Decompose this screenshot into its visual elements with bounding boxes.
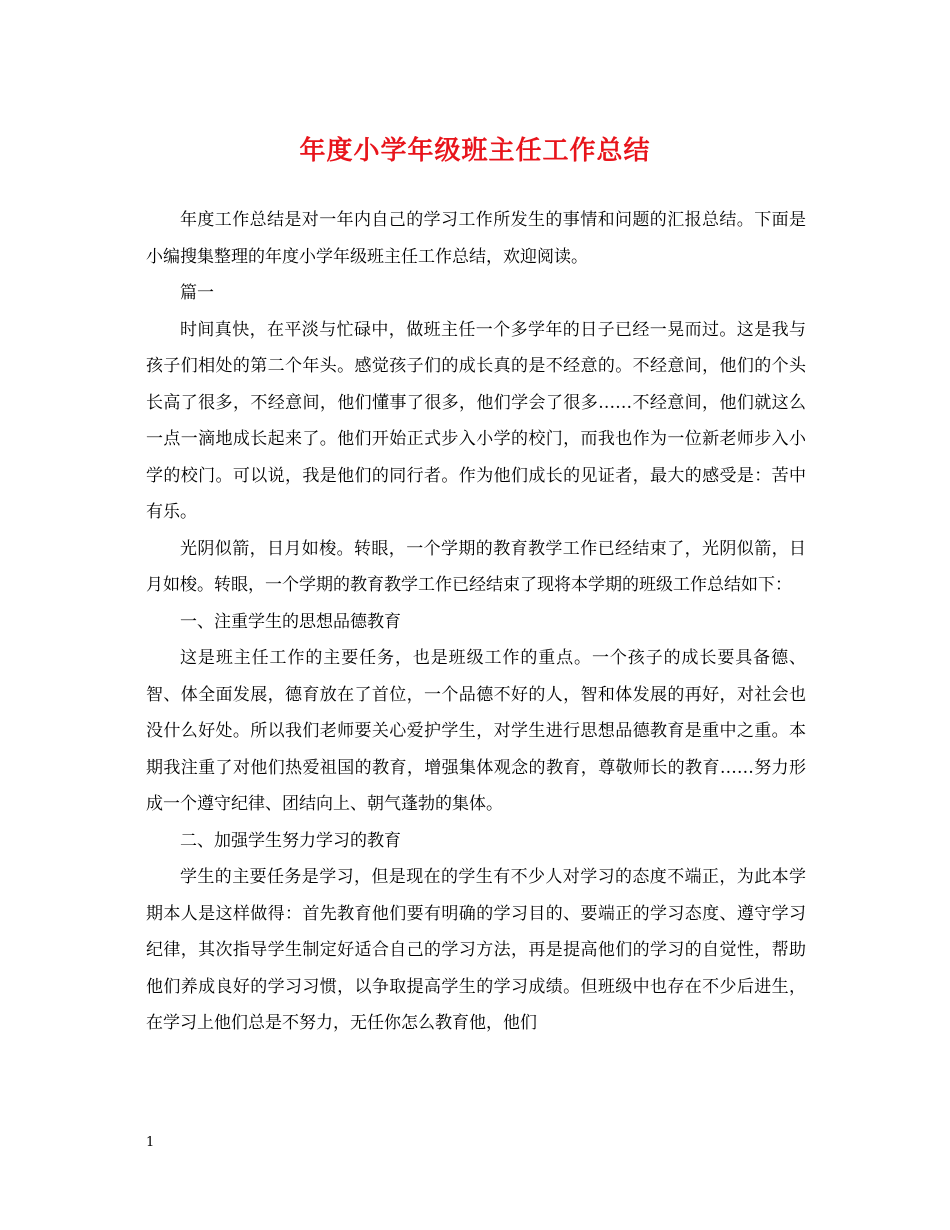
body-paragraph: 时间真快，在平淡与忙碌中，做班主任一个多学年的日子已经一晃而过。这是我与孩子们相处的第二个年头。感觉孩子们的成长真的是不经意的。不经意间，他们的个头长高了很多，不经意间，他们懂事了很多，他们学会了很多……不经意间，他们就这么一点一滴地成长起来了。他们开始正式步入小学的校门，而我也作为一位新老师步入小学的校门。可以说，我是他们的同行者。作为他们成长的见证者，最大的感受是：苦中有乐。: [146, 319, 806, 522]
body-paragraph: 这是班主任工作的主要任务，也是班级工作的重点。一个孩子的成长要具备德、智、体全面发展，德育放在了首位，一个品德不好的人，智和体发展的再好，对社会也没什么好处。所以我们老师要关心爱护学生，对学生进行思想品德教育是重中之重。本期我注重了对他们热爱祖国的教育，增强集体观念的教育，尊敬师长的教育……努力形成一个遵守纪律、团结向上、朝气蓬勃的集体。: [146, 648, 806, 814]
document-title: 年度小学年级班主任工作总结: [299, 136, 651, 166]
document-body: [146, 202, 806, 1042]
section-label: 篇一: [180, 283, 214, 303]
intro-paragraph: 年度工作总结是对一年内自己的学习工作所发生的事情和问题的汇报总结。下面是小编搜集整理的年度小学年级班主任工作总结，欢迎阅读。: [146, 210, 806, 267]
section-heading: 二、加强学生努力学习的教育: [180, 830, 401, 851]
page-number: 1: [146, 1135, 155, 1150]
body-paragraph: 学生的主要任务是学习，但是现在的学生有不少人对学习的态度不端正，为此本学期本人是这样做得：首先教育他们要有明确的学习目的、要端正的学习态度、遵守学习纪律，其次指导学生制定好适合自己的学习方法，再是提高他们的学习的自觉性，帮助他们养成良好的学习习惯，以争取提高学生的学习成绩。但班级中也存在不少后进生，在学习上他们总是不努力，无任你怎么教育他，他们: [146, 867, 806, 1033]
body-paragraph: 光阴似箭，日月如梭。转眼，一个学期的教育教学工作已经结束了，光阴似箭，日月如梭。转眼，一个学期的教育教学工作已经结束了现将本学期的班级工作总结如下：: [146, 538, 806, 595]
section-heading: 一、注重学生的思想品德教育: [180, 611, 401, 632]
